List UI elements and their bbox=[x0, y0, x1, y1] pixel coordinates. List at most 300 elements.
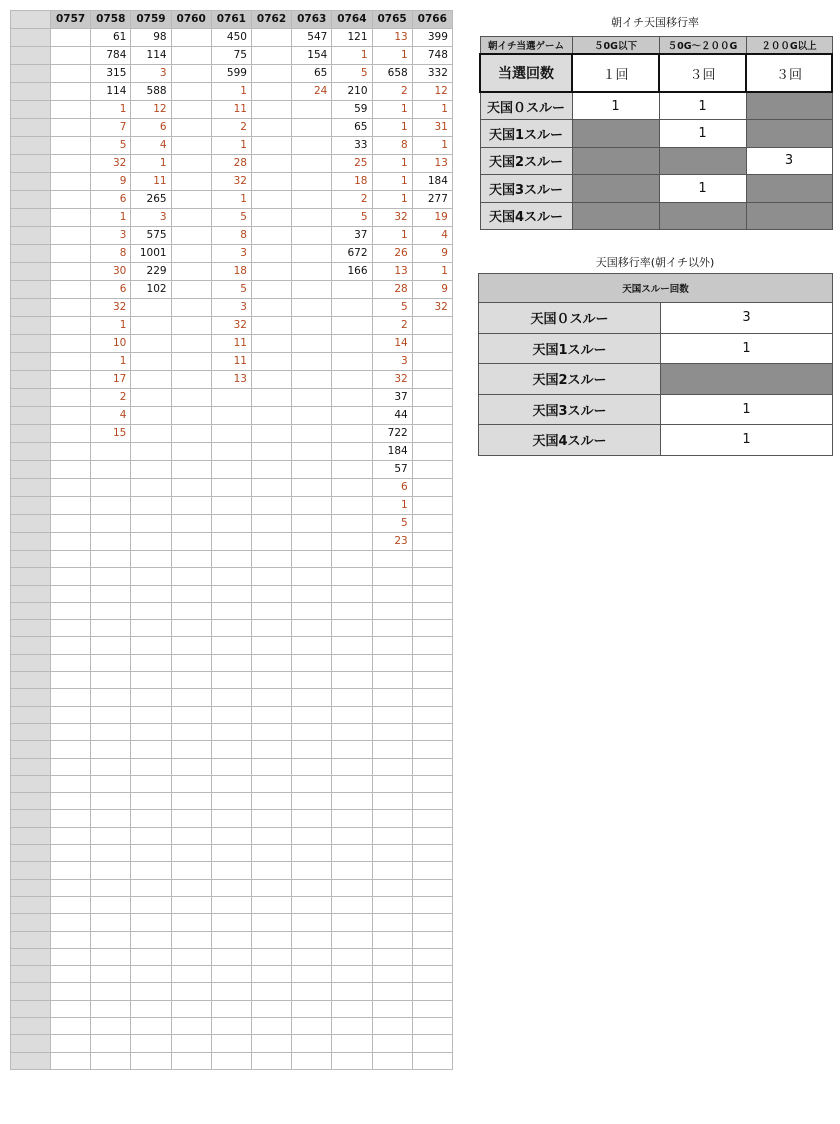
sheet-cell[interactable] bbox=[131, 620, 171, 637]
sheet-cell[interactable] bbox=[292, 620, 332, 637]
row-header-cell[interactable] bbox=[11, 551, 51, 568]
sheet-cell[interactable] bbox=[211, 1035, 251, 1052]
sheet-cell[interactable] bbox=[91, 914, 131, 931]
sheet-cell[interactable] bbox=[171, 931, 211, 948]
sheet-cell[interactable] bbox=[332, 389, 372, 407]
sheet-cell[interactable] bbox=[251, 896, 291, 913]
sheet-cell[interactable] bbox=[51, 65, 91, 83]
sheet-cell[interactable] bbox=[211, 793, 251, 810]
sheet-cell[interactable]: 8 bbox=[372, 137, 412, 155]
row-header-cell[interactable] bbox=[11, 948, 51, 965]
sheet-cell[interactable] bbox=[211, 706, 251, 723]
row-header-cell[interactable] bbox=[11, 654, 51, 671]
sheet-cell[interactable]: 1 bbox=[372, 119, 412, 137]
sheet-cell[interactable] bbox=[51, 29, 91, 47]
sheet-cell[interactable]: 28 bbox=[372, 281, 412, 299]
sheet-cell[interactable] bbox=[211, 862, 251, 879]
sheet-cell[interactable]: 277 bbox=[412, 191, 452, 209]
row-header-cell[interactable] bbox=[11, 689, 51, 706]
sheet-cell[interactable] bbox=[171, 461, 211, 479]
heaven-count-cell[interactable]: 1 bbox=[659, 120, 746, 148]
sheet-cell[interactable] bbox=[332, 497, 372, 515]
sheet-cell[interactable] bbox=[251, 602, 291, 619]
sheet-cell[interactable] bbox=[372, 602, 412, 619]
sheet-cell[interactable] bbox=[171, 119, 211, 137]
sheet-cell[interactable] bbox=[251, 173, 291, 191]
row-header-cell[interactable] bbox=[11, 1052, 51, 1069]
row-header-cell[interactable] bbox=[11, 1035, 51, 1052]
sheet-cell[interactable] bbox=[51, 706, 91, 723]
sheet-cell[interactable]: 3 bbox=[372, 353, 412, 371]
sheet-cell[interactable]: 229 bbox=[131, 263, 171, 281]
sheet-cell[interactable] bbox=[51, 931, 91, 948]
sheet-cell[interactable] bbox=[171, 879, 211, 896]
sheet-cell[interactable] bbox=[131, 335, 171, 353]
sheet-cell[interactable] bbox=[251, 862, 291, 879]
sheet-cell[interactable]: 1 bbox=[372, 497, 412, 515]
heaven-count-cell[interactable]: 1 bbox=[661, 394, 833, 425]
sheet-cell[interactable] bbox=[51, 654, 91, 671]
sheet-cell[interactable] bbox=[251, 1052, 291, 1069]
sheet-cell[interactable] bbox=[372, 741, 412, 758]
sheet-cell[interactable] bbox=[292, 602, 332, 619]
sheet-cell[interactable] bbox=[251, 335, 291, 353]
sheet-cell[interactable] bbox=[131, 862, 171, 879]
sheet-cell[interactable] bbox=[131, 1035, 171, 1052]
sheet-cell[interactable] bbox=[51, 914, 91, 931]
sheet-cell[interactable] bbox=[171, 689, 211, 706]
row-header-cell[interactable] bbox=[11, 65, 51, 83]
sheet-cell[interactable] bbox=[51, 47, 91, 65]
sheet-cell[interactable] bbox=[251, 672, 291, 689]
sheet-cell[interactable]: 37 bbox=[332, 227, 372, 245]
sheet-cell[interactable]: 399 bbox=[412, 29, 452, 47]
sheet-cell[interactable] bbox=[372, 706, 412, 723]
row-header-cell[interactable] bbox=[11, 827, 51, 844]
row-header-cell[interactable] bbox=[11, 879, 51, 896]
sheet-cell[interactable] bbox=[171, 983, 211, 1000]
sheet-cell[interactable] bbox=[211, 845, 251, 862]
sheet-cell[interactable] bbox=[211, 568, 251, 585]
sheet-cell[interactable] bbox=[51, 281, 91, 299]
sheet-cell[interactable] bbox=[131, 1052, 171, 1069]
sheet-cell[interactable] bbox=[251, 281, 291, 299]
sheet-cell[interactable]: 102 bbox=[131, 281, 171, 299]
row-header-cell[interactable] bbox=[11, 461, 51, 479]
sheet-cell[interactable] bbox=[171, 281, 211, 299]
sheet-cell[interactable] bbox=[171, 551, 211, 568]
row-header-cell[interactable] bbox=[11, 775, 51, 792]
sheet-cell[interactable]: 1 bbox=[372, 191, 412, 209]
row-header-cell[interactable] bbox=[11, 119, 51, 137]
sheet-cell[interactable] bbox=[91, 1000, 131, 1017]
sheet-cell[interactable] bbox=[211, 723, 251, 740]
sheet-cell[interactable] bbox=[292, 948, 332, 965]
sheet-cell[interactable] bbox=[131, 371, 171, 389]
sheet-cell[interactable] bbox=[211, 425, 251, 443]
sheet-cell[interactable] bbox=[251, 983, 291, 1000]
sheet-cell[interactable]: 3 bbox=[131, 65, 171, 83]
sheet-cell[interactable] bbox=[131, 515, 171, 533]
sheet-cell[interactable]: 15 bbox=[91, 425, 131, 443]
sheet-cell[interactable] bbox=[51, 827, 91, 844]
sheet-cell[interactable] bbox=[51, 479, 91, 497]
sheet-cell[interactable]: 24 bbox=[292, 83, 332, 101]
row-header-cell[interactable] bbox=[11, 931, 51, 948]
sheet-cell[interactable] bbox=[412, 425, 452, 443]
sheet-cell[interactable]: 61 bbox=[91, 29, 131, 47]
row-header-cell[interactable] bbox=[11, 29, 51, 47]
sheet-cell[interactable] bbox=[91, 515, 131, 533]
sheet-cell[interactable] bbox=[372, 1035, 412, 1052]
sheet-cell[interactable] bbox=[131, 585, 171, 602]
sheet-cell[interactable] bbox=[332, 810, 372, 827]
sheet-cell[interactable] bbox=[332, 896, 372, 913]
sheet-cell[interactable] bbox=[131, 983, 171, 1000]
sheet-cell[interactable] bbox=[211, 1000, 251, 1017]
sheet-cell[interactable] bbox=[51, 810, 91, 827]
sheet-cell[interactable] bbox=[91, 827, 131, 844]
sheet-cell[interactable] bbox=[292, 317, 332, 335]
sheet-cell[interactable] bbox=[171, 371, 211, 389]
sheet-cell[interactable] bbox=[292, 1052, 332, 1069]
sheet-cell[interactable] bbox=[251, 29, 291, 47]
sheet-cell[interactable] bbox=[51, 497, 91, 515]
sheet-cell[interactable] bbox=[372, 1018, 412, 1035]
sheet-cell[interactable] bbox=[131, 533, 171, 551]
sheet-cell[interactable] bbox=[412, 317, 452, 335]
sheet-cell[interactable] bbox=[251, 227, 291, 245]
sheet-cell[interactable] bbox=[171, 793, 211, 810]
row-header-cell[interactable] bbox=[11, 209, 51, 227]
row-header-cell[interactable] bbox=[11, 914, 51, 931]
sheet-cell[interactable] bbox=[51, 948, 91, 965]
sheet-cell[interactable] bbox=[131, 758, 171, 775]
column-header[interactable]: 0757 bbox=[51, 11, 91, 29]
sheet-cell[interactable]: 8 bbox=[211, 227, 251, 245]
sheet-cell[interactable] bbox=[131, 793, 171, 810]
sheet-cell[interactable] bbox=[51, 101, 91, 119]
sheet-cell[interactable]: 166 bbox=[332, 263, 372, 281]
sheet-cell[interactable]: 332 bbox=[412, 65, 452, 83]
sheet-cell[interactable] bbox=[131, 389, 171, 407]
sheet-cell[interactable] bbox=[211, 515, 251, 533]
sheet-cell[interactable] bbox=[51, 758, 91, 775]
row-header-cell[interactable] bbox=[11, 723, 51, 740]
sheet-cell[interactable] bbox=[332, 654, 372, 671]
sheet-cell[interactable] bbox=[292, 407, 332, 425]
sheet-cell[interactable] bbox=[332, 568, 372, 585]
heaven-count-cell[interactable] bbox=[572, 202, 659, 230]
row-header-cell[interactable] bbox=[11, 101, 51, 119]
sheet-cell[interactable]: 1 bbox=[412, 263, 452, 281]
sheet-cell[interactable]: 11 bbox=[211, 353, 251, 371]
sheet-cell[interactable] bbox=[292, 479, 332, 497]
sheet-cell[interactable] bbox=[332, 515, 372, 533]
sheet-cell[interactable] bbox=[332, 931, 372, 948]
sheet-cell[interactable] bbox=[171, 443, 211, 461]
sheet-cell[interactable] bbox=[211, 533, 251, 551]
sheet-cell[interactable] bbox=[171, 966, 211, 983]
sheet-cell[interactable] bbox=[251, 533, 291, 551]
sheet-cell[interactable] bbox=[412, 966, 452, 983]
sheet-cell[interactable]: 98 bbox=[131, 29, 171, 47]
sheet-cell[interactable] bbox=[51, 461, 91, 479]
sheet-cell[interactable] bbox=[292, 931, 332, 948]
sheet-cell[interactable] bbox=[292, 155, 332, 173]
sheet-cell[interactable] bbox=[332, 983, 372, 1000]
sheet-cell[interactable] bbox=[412, 461, 452, 479]
sheet-cell[interactable] bbox=[211, 810, 251, 827]
sheet-cell[interactable] bbox=[292, 879, 332, 896]
sheet-cell[interactable] bbox=[412, 775, 452, 792]
sheet-cell[interactable] bbox=[332, 461, 372, 479]
sheet-cell[interactable] bbox=[91, 551, 131, 568]
sheet-cell[interactable] bbox=[171, 845, 211, 862]
sheet-cell[interactable] bbox=[51, 862, 91, 879]
sheet-cell[interactable] bbox=[51, 173, 91, 191]
sheet-cell[interactable] bbox=[292, 1000, 332, 1017]
sheet-cell[interactable] bbox=[131, 407, 171, 425]
sheet-cell[interactable] bbox=[251, 775, 291, 792]
sheet-cell[interactable]: 1 bbox=[131, 155, 171, 173]
row-header-cell[interactable] bbox=[11, 585, 51, 602]
sheet-cell[interactable] bbox=[372, 723, 412, 740]
sheet-cell[interactable] bbox=[171, 47, 211, 65]
sheet-cell[interactable] bbox=[412, 443, 452, 461]
sheet-cell[interactable]: 37 bbox=[372, 389, 412, 407]
sheet-cell[interactable] bbox=[251, 425, 291, 443]
sheet-cell[interactable] bbox=[251, 137, 291, 155]
sheet-cell[interactable]: 748 bbox=[412, 47, 452, 65]
row-header-cell[interactable] bbox=[11, 317, 51, 335]
sheet-cell[interactable] bbox=[171, 533, 211, 551]
sheet-cell[interactable] bbox=[211, 879, 251, 896]
sheet-cell[interactable]: 32 bbox=[211, 317, 251, 335]
sheet-cell[interactable] bbox=[412, 1018, 452, 1035]
sheet-cell[interactable]: 9 bbox=[412, 281, 452, 299]
sheet-cell[interactable] bbox=[292, 101, 332, 119]
sheet-cell[interactable] bbox=[131, 672, 171, 689]
sheet-cell[interactable] bbox=[251, 83, 291, 101]
sheet-cell[interactable] bbox=[171, 497, 211, 515]
row-header-cell[interactable] bbox=[11, 335, 51, 353]
sheet-cell[interactable]: 1 bbox=[211, 191, 251, 209]
sheet-cell[interactable] bbox=[292, 983, 332, 1000]
sheet-cell[interactable] bbox=[131, 810, 171, 827]
sheet-cell[interactable] bbox=[131, 654, 171, 671]
sheet-cell[interactable]: 17 bbox=[91, 371, 131, 389]
sheet-cell[interactable] bbox=[372, 620, 412, 637]
sheet-cell[interactable] bbox=[251, 706, 291, 723]
sheet-cell[interactable] bbox=[51, 637, 91, 654]
sheet-cell[interactable] bbox=[251, 371, 291, 389]
sheet-cell[interactable] bbox=[292, 793, 332, 810]
sheet-cell[interactable]: 8 bbox=[91, 245, 131, 263]
sheet-cell[interactable] bbox=[332, 1000, 372, 1017]
row-header-cell[interactable] bbox=[11, 353, 51, 371]
sheet-cell[interactable] bbox=[372, 551, 412, 568]
sheet-cell[interactable]: 12 bbox=[412, 83, 452, 101]
sheet-cell[interactable]: 13 bbox=[211, 371, 251, 389]
sheet-cell[interactable]: 575 bbox=[131, 227, 171, 245]
row-header-cell[interactable] bbox=[11, 741, 51, 758]
sheet-cell[interactable] bbox=[251, 101, 291, 119]
sheet-cell[interactable]: 13 bbox=[412, 155, 452, 173]
sheet-cell[interactable] bbox=[171, 209, 211, 227]
sheet-cell[interactable] bbox=[412, 335, 452, 353]
sheet-cell[interactable] bbox=[51, 793, 91, 810]
sheet-cell[interactable] bbox=[412, 827, 452, 844]
sheet-cell[interactable] bbox=[171, 1035, 211, 1052]
sheet-cell[interactable] bbox=[171, 758, 211, 775]
sheet-cell[interactable] bbox=[171, 263, 211, 281]
sheet-cell[interactable] bbox=[251, 914, 291, 931]
sheet-cell[interactable] bbox=[131, 706, 171, 723]
sheet-cell[interactable] bbox=[211, 1018, 251, 1035]
heaven-count-cell[interactable]: 1 bbox=[659, 92, 746, 120]
sheet-cell[interactable] bbox=[332, 602, 372, 619]
sheet-cell[interactable] bbox=[332, 758, 372, 775]
sheet-cell[interactable] bbox=[372, 775, 412, 792]
heaven-count-cell[interactable]: 1 bbox=[661, 425, 833, 456]
sheet-cell[interactable] bbox=[332, 407, 372, 425]
sheet-cell[interactable]: 32 bbox=[91, 155, 131, 173]
sheet-cell[interactable] bbox=[131, 497, 171, 515]
sheet-cell[interactable] bbox=[131, 827, 171, 844]
sheet-cell[interactable] bbox=[292, 389, 332, 407]
sheet-cell[interactable] bbox=[292, 706, 332, 723]
heaven-count-cell[interactable] bbox=[572, 175, 659, 203]
sheet-cell[interactable] bbox=[292, 209, 332, 227]
sheet-cell[interactable] bbox=[211, 585, 251, 602]
sheet-cell[interactable] bbox=[171, 602, 211, 619]
sheet-cell[interactable] bbox=[292, 810, 332, 827]
heaven-count-cell[interactable] bbox=[661, 364, 833, 395]
sheet-cell[interactable] bbox=[171, 568, 211, 585]
sheet-cell[interactable] bbox=[292, 775, 332, 792]
sheet-cell[interactable] bbox=[251, 299, 291, 317]
sheet-cell[interactable]: 7 bbox=[91, 119, 131, 137]
sheet-cell[interactable]: 5 bbox=[211, 281, 251, 299]
sheet-cell[interactable] bbox=[292, 827, 332, 844]
row-header-cell[interactable] bbox=[11, 637, 51, 654]
sheet-cell[interactable] bbox=[171, 585, 211, 602]
sheet-cell[interactable] bbox=[211, 741, 251, 758]
sheet-cell[interactable] bbox=[211, 689, 251, 706]
sheet-cell[interactable] bbox=[211, 479, 251, 497]
sheet-cell[interactable] bbox=[332, 335, 372, 353]
sheet-cell[interactable] bbox=[51, 620, 91, 637]
sheet-cell[interactable] bbox=[51, 689, 91, 706]
sheet-cell[interactable] bbox=[251, 407, 291, 425]
sheet-cell[interactable] bbox=[372, 689, 412, 706]
sheet-cell[interactable]: 23 bbox=[372, 533, 412, 551]
sheet-cell[interactable]: 31 bbox=[412, 119, 452, 137]
sheet-cell[interactable] bbox=[91, 931, 131, 948]
sheet-cell[interactable] bbox=[292, 371, 332, 389]
sheet-cell[interactable] bbox=[412, 896, 452, 913]
sheet-cell[interactable] bbox=[292, 497, 332, 515]
sheet-cell[interactable] bbox=[372, 896, 412, 913]
sheet-cell[interactable] bbox=[131, 931, 171, 948]
sheet-cell[interactable] bbox=[332, 914, 372, 931]
sheet-cell[interactable]: 33 bbox=[332, 137, 372, 155]
sheet-cell[interactable]: 265 bbox=[131, 191, 171, 209]
sheet-cell[interactable] bbox=[412, 568, 452, 585]
sheet-cell[interactable] bbox=[91, 723, 131, 740]
sheet-cell[interactable]: 9 bbox=[412, 245, 452, 263]
sheet-cell[interactable]: 2 bbox=[211, 119, 251, 137]
sheet-cell[interactable] bbox=[412, 585, 452, 602]
sheet-cell[interactable] bbox=[412, 672, 452, 689]
sheet-cell[interactable] bbox=[292, 245, 332, 263]
sheet-cell[interactable] bbox=[131, 741, 171, 758]
sheet-cell[interactable]: 210 bbox=[332, 83, 372, 101]
sheet-cell[interactable] bbox=[412, 479, 452, 497]
sheet-cell[interactable] bbox=[51, 317, 91, 335]
sheet-cell[interactable]: 2 bbox=[372, 317, 412, 335]
sheet-cell[interactable] bbox=[211, 775, 251, 792]
sheet-cell[interactable] bbox=[251, 723, 291, 740]
sheet-cell[interactable] bbox=[131, 425, 171, 443]
sheet-cell[interactable] bbox=[412, 689, 452, 706]
sheet-cell[interactable] bbox=[332, 317, 372, 335]
sheet-cell[interactable]: 315 bbox=[91, 65, 131, 83]
sheet-cell[interactable] bbox=[91, 620, 131, 637]
row-header-cell[interactable] bbox=[11, 425, 51, 443]
sheet-cell[interactable]: 9 bbox=[91, 173, 131, 191]
sheet-cell[interactable] bbox=[131, 299, 171, 317]
row-header-cell[interactable] bbox=[11, 758, 51, 775]
sheet-cell[interactable] bbox=[292, 1018, 332, 1035]
row-header-cell[interactable] bbox=[11, 568, 51, 585]
sheet-cell[interactable]: 2 bbox=[91, 389, 131, 407]
sheet-cell[interactable]: 30 bbox=[91, 263, 131, 281]
sheet-cell[interactable] bbox=[332, 706, 372, 723]
sheet-cell[interactable] bbox=[91, 672, 131, 689]
sheet-cell[interactable] bbox=[412, 620, 452, 637]
row-header-cell[interactable] bbox=[11, 83, 51, 101]
sheet-cell[interactable]: 722 bbox=[372, 425, 412, 443]
sheet-cell[interactable] bbox=[372, 948, 412, 965]
sheet-cell[interactable]: 6 bbox=[91, 281, 131, 299]
heaven-count-cell[interactable] bbox=[746, 92, 832, 120]
sheet-cell[interactable] bbox=[171, 335, 211, 353]
sheet-cell[interactable] bbox=[211, 1052, 251, 1069]
row-header-cell[interactable] bbox=[11, 845, 51, 862]
sheet-cell[interactable] bbox=[51, 119, 91, 137]
sheet-cell[interactable]: 2 bbox=[332, 191, 372, 209]
sheet-cell[interactable] bbox=[412, 741, 452, 758]
sheet-cell[interactable] bbox=[412, 948, 452, 965]
sheet-cell[interactable] bbox=[211, 983, 251, 1000]
sheet-cell[interactable] bbox=[91, 948, 131, 965]
sheet-cell[interactable] bbox=[372, 585, 412, 602]
sheet-cell[interactable] bbox=[211, 497, 251, 515]
sheet-cell[interactable] bbox=[211, 551, 251, 568]
sheet-cell[interactable] bbox=[131, 317, 171, 335]
sheet-cell[interactable] bbox=[332, 966, 372, 983]
sheet-cell[interactable] bbox=[251, 389, 291, 407]
sheet-cell[interactable] bbox=[171, 706, 211, 723]
sheet-cell[interactable] bbox=[91, 1018, 131, 1035]
sheet-cell[interactable] bbox=[171, 101, 211, 119]
sheet-cell[interactable] bbox=[171, 1052, 211, 1069]
sheet-cell[interactable] bbox=[131, 461, 171, 479]
sheet-cell[interactable] bbox=[171, 173, 211, 191]
row-header-cell[interactable] bbox=[11, 533, 51, 551]
